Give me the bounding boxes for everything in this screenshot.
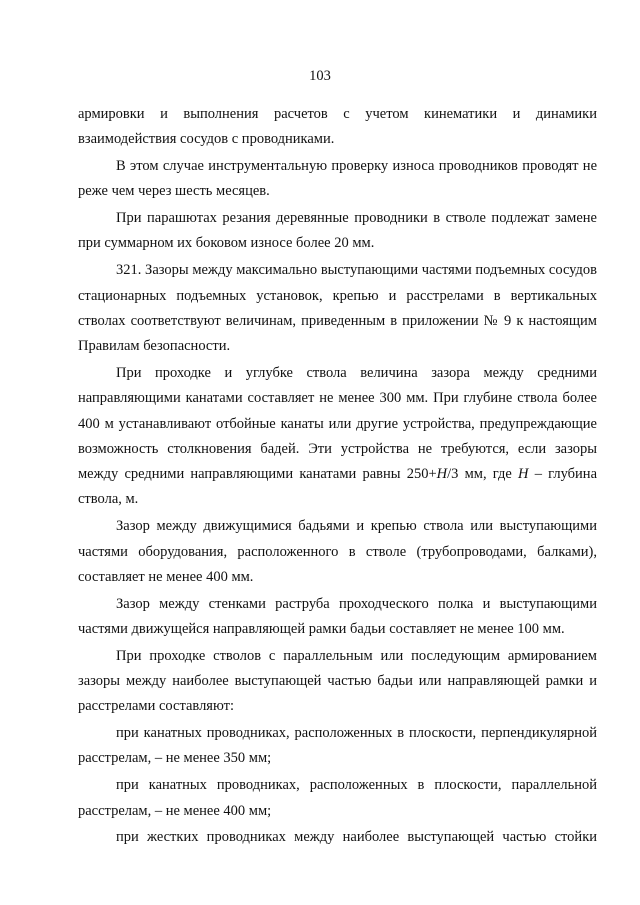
paragraph-guide-replacement: При парашютах резания деревянные проводники в стволе подлежат замене при суммарном их боковом износе более 20 мм. (78, 210, 597, 252)
paragraph-rigid-guides: при жестких проводниках между наиболее выступающей частью стойки (116, 829, 597, 846)
paragraph-rope-parallel: при канатных проводниках, расположенных в плоскости, параллельной расстрелам, – не менее 400 мм; (78, 777, 597, 819)
paragraph-sinking-text-mid: /3 мм, где (447, 466, 519, 483)
paragraph-armoring-clearance: При проходке стволов с параллельным или последующим армированием зазоры между наиболее выступающей частью бадьи или направляющей рамки и расстрелами составляют: (78, 647, 597, 715)
paragraph-clause-321: 321. Зазоры между максимально выступающими частями подъемных сосудов стационарных подъемных установок, крепью и расстрелами в вертикальных стволах соответствуют величинам, приведенным в приложении № 9 к настоящим Правилам безопасности. (78, 262, 597, 355)
paragraph-bucket-clearance: Зазор между движущимися бадьями и крепью ствола или выступающими частями оборудования, расположенного в стволе (трубопроводами, балками), составляет не менее 400 мм. (78, 518, 597, 585)
page-number: 103 (309, 68, 331, 84)
paragraph-rope-perpendicular: при канатных проводниках, расположенных в плоскости, перпендикулярной расстрелам, – не менее 350 мм; (78, 725, 597, 767)
variable-h: H (518, 466, 529, 483)
paragraph-continuation: армировки и выполнения расчетов с учетом кинематики и динамики взаимодействия сосудов с проводниками. (78, 106, 597, 148)
paragraph-sinking-text-before: При проходке и углубке ствола величина зазора между средними направляющими канатами составляет не менее 300 мм. При глубине ствола более 400 м устанавливают отбойные канаты или другие устройства, предупреждающие возможность столкновения бадей. Эти устройства не требуются, если зазоры между средними направляющими канатами равны 250+ (78, 364, 597, 483)
variable-h: H (436, 466, 448, 483)
paragraph-sinking-text-after: – глубина ствола, м. (78, 466, 598, 508)
document-body (78, 102, 597, 851)
paragraph-funnel-clearance: Зазор между стенками раструба проходческого полка и выступающими частями движущейся направляющей рамки бадьи составляет не менее 100 мм. (78, 595, 597, 637)
paragraph-inspection-interval: В этом случае инструментальную проверку износа проводников проводят не реже чем через шесть месяцев. (78, 158, 597, 200)
paragraph-sinking-clearance (78, 361, 597, 513)
